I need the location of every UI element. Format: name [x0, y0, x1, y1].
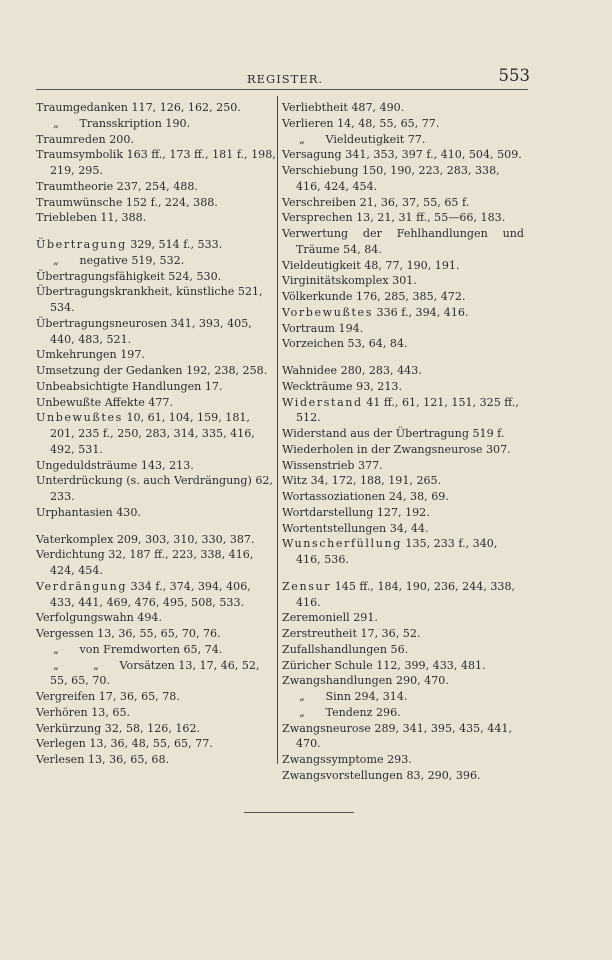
entry-heading: Verdichtung [36, 548, 105, 562]
entry-heading: Wiederholen in der Zwangsneurose [282, 442, 483, 456]
entry-references: 13, 36, 55, 65, 70, 76. [93, 627, 221, 640]
entry-references: 56. [387, 642, 409, 656]
entry-references: 329, 514 f., 533. [126, 238, 223, 251]
index-entry [282, 626, 524, 642]
entry-heading: Witz [282, 474, 308, 488]
entry-references: 14, 48, 55, 65, 77. [333, 116, 440, 130]
index-entry [282, 273, 524, 289]
index-entry [282, 442, 524, 458]
index-column-left [36, 100, 278, 768]
ditto-mark: „ [299, 690, 305, 703]
entry-references: 430. [112, 505, 141, 519]
entry-references: Träume 54, 84. [296, 242, 382, 256]
index-entry [282, 132, 524, 148]
index-entry [36, 626, 278, 642]
entry-references: 21, 36, 37, 55, 65 f. [356, 195, 470, 209]
index-entry [36, 658, 278, 690]
entry-heading: Verwertung der Fehlhandlungen und [282, 227, 524, 240]
entry-references: 293. [383, 753, 412, 766]
entry-heading: Traumsymbolik [36, 148, 124, 162]
entry-references: 176, 285, 385, 472. [352, 290, 466, 303]
column-divider [277, 96, 278, 764]
index-entry [36, 316, 278, 348]
entry-references: 17, 36, 65, 78. [95, 690, 180, 703]
index-entry [282, 536, 524, 568]
entry-heading: Unbewußtes [36, 411, 123, 425]
entry-subheading: Sinn 294, 314. [322, 690, 408, 703]
entry-heading: Traumreden [36, 132, 106, 146]
entry-heading: Umsetzung der Gedanken [36, 364, 183, 377]
index-entry [282, 195, 524, 211]
entry-heading: Wahnidee [282, 364, 338, 377]
index-entry [36, 116, 278, 132]
entry-heading: Verfolgungswahn [36, 611, 134, 625]
entry-heading: Vieldeutigkeit [282, 258, 361, 272]
entry-references: 32, 58, 126, 162. [101, 721, 201, 735]
entry-references: 192, 238, 258. [182, 364, 268, 377]
index-entry [282, 226, 524, 258]
entry-heading: Übertragungsfähigkeit [36, 269, 165, 283]
entry-heading: Völkerkunde [282, 290, 353, 303]
index-entry [282, 642, 524, 658]
entry-references: künstliche 521, 534. [50, 285, 263, 314]
entry-heading: Traumwünsche [36, 195, 123, 209]
entry-heading: Vortraum [282, 321, 336, 335]
entry-references: 494. [133, 611, 163, 625]
entry-heading: Virginitätskomplex [282, 274, 389, 288]
index-entry [282, 336, 524, 352]
entry-references: 17. [201, 379, 223, 393]
index-entry [36, 132, 278, 148]
index-entry [282, 289, 524, 305]
entry-subheading: negative 519, 532. [76, 253, 185, 267]
index-entry [282, 163, 524, 195]
entry-subheading: von Fremdworten 65, 74. [76, 642, 223, 656]
entry-heading: Verlegen [36, 737, 86, 751]
entry-references: 209, 303, 310, 330, 387. [113, 532, 255, 546]
entry-heading: Unbewußte Affekte [36, 395, 145, 409]
index-entry [282, 610, 524, 626]
index-entry [36, 284, 278, 316]
index-entry [282, 395, 524, 427]
entry-heading: Vorzeichen [282, 337, 345, 351]
entry-heading: Vaterkomplex [36, 532, 114, 546]
entry-references: 163 ff., 173 ff., 181 f., 198, 219, 295. [50, 148, 276, 177]
entry-heading: Ungeduldsträume [36, 458, 138, 472]
entry-references: 13, 36, 65, 68. [84, 753, 170, 766]
index-entry [36, 752, 278, 768]
entry-heading: Zensur [282, 579, 332, 593]
entry-heading: Verkürzung [36, 721, 102, 735]
entry-references: 112, 399, 433, 481. [372, 658, 486, 672]
index-entry [282, 363, 524, 379]
entry-heading: Zwangshandlungen [282, 674, 393, 688]
index-entry [36, 579, 278, 611]
entry-references: 280, 283, 443. [337, 364, 422, 377]
entry-references: 117, 126, 162, 250. [127, 101, 241, 114]
entry-subheading: Vieldeutigkeit 77. [322, 132, 426, 146]
entry-references: 487, 490. [347, 101, 405, 114]
entry-heading: Zufallshandlungen [282, 642, 388, 656]
index-entry [36, 547, 278, 579]
entry-heading: Wortentstellungen [282, 521, 387, 535]
entry-heading: Verhören [36, 705, 88, 719]
end-rule [244, 812, 354, 813]
entry-references: 477. [144, 395, 174, 409]
running-title: REGISTER. [246, 72, 324, 86]
entry-heading: Versagung [282, 148, 342, 162]
ditto-mark: „ [299, 132, 305, 146]
page-header [40, 66, 530, 90]
index-entry [282, 768, 524, 784]
entry-references: 334 f., 374, 394, 406, 433, 441, 469, 476, 495, 508, 533. [50, 579, 251, 609]
index-entry [36, 721, 278, 737]
entry-heading: Übertragungsneurosen [36, 316, 168, 330]
index-entry [282, 689, 524, 705]
index-entry [36, 458, 278, 474]
index-entry [282, 116, 524, 132]
entry-heading: Zwangssymptome [282, 753, 384, 766]
entry-heading: Wortassoziationen [282, 490, 386, 503]
entry-heading: Wissenstrieb [282, 458, 355, 472]
index-entry [36, 237, 278, 253]
entry-references: 289, 341, 395, 435, 441, 470. [296, 721, 512, 751]
ditto-mark: „ [53, 116, 59, 130]
entry-references: 13, 21, 31 ff., 55—66, 183. [352, 211, 506, 225]
entry-heading: Vorbewußtes [282, 305, 374, 319]
entry-heading: Zeremoniell [282, 611, 350, 625]
index-entry [36, 363, 278, 379]
index-entry [36, 100, 278, 116]
header-rule [36, 89, 528, 90]
ditto-mark: „ [53, 658, 59, 672]
entry-references: 83, 290, 396. [402, 768, 481, 782]
entry-references: (s. auch Verdrängung) 62, 233. [50, 474, 273, 503]
entry-references: 197. [116, 348, 145, 362]
index-entry [282, 147, 524, 163]
entry-heading: Wortdarstellung [282, 505, 374, 519]
entry-references: 13, 65. [87, 705, 131, 719]
entry-references: 127, 192. [373, 505, 430, 519]
index-column-right [282, 100, 524, 784]
index-entry [36, 269, 278, 285]
index-entry [282, 305, 524, 321]
entry-references: 194. [335, 321, 364, 335]
index-entry [36, 379, 278, 395]
entry-heading: Verdrängung [36, 579, 128, 593]
index-entry [282, 379, 524, 395]
entry-references: 145 ff., 184, 190, 236, 244, 338, 416. [296, 579, 516, 609]
index-entry [282, 489, 524, 505]
entry-references: 336 f., 394, 416. [373, 305, 469, 319]
index-entry [36, 347, 278, 363]
entry-references: 34, 172, 188, 191, 265. [307, 474, 442, 488]
index-entry [282, 458, 524, 474]
entry-references: 307. [482, 442, 511, 456]
entry-heading: Verlesen [36, 753, 85, 766]
ditto-mark: „ [299, 705, 305, 719]
index-entry [282, 673, 524, 689]
index-entry [36, 179, 278, 195]
index-entry [282, 752, 524, 768]
index-entry [282, 658, 524, 674]
entry-references: 24, 38, 69. [385, 490, 449, 503]
index-entry [282, 100, 524, 116]
index-entry [282, 705, 524, 721]
entry-heading: Triebleben [36, 211, 97, 225]
index-entry [36, 689, 278, 705]
entry-heading: Vergreifen [36, 690, 96, 703]
entry-references: 13, 36, 48, 55, 65, 77. [85, 737, 213, 751]
entry-references: 290, 470. [392, 674, 449, 688]
index-entry [36, 210, 278, 226]
entry-references: 32, 187 ff., 223, 338, 416, 424, 454. [50, 548, 254, 577]
index-entry [36, 705, 278, 721]
entry-subheading: Transskription 190. [76, 116, 191, 130]
entry-subheading: Vorsätzen 13, 17, 46, 52, 55, 65, 70. [50, 658, 260, 688]
entry-references: 11, 388. [96, 211, 147, 225]
entry-references: 93, 213. [352, 379, 403, 393]
index-entry [36, 642, 278, 658]
entry-references: 53, 64, 84. [344, 337, 408, 351]
entry-references: 17, 36, 52. [356, 627, 421, 640]
entry-references: 48, 77, 190, 191. [360, 258, 460, 272]
index-entry [282, 721, 524, 753]
index-entry [282, 473, 524, 489]
index-entry [282, 321, 524, 337]
ditto-mark: „ [53, 253, 59, 267]
index-entry [36, 195, 278, 211]
entry-heading: Zwangsvorstellungen [282, 768, 403, 782]
entry-references: 152 f., 224, 388. [122, 195, 218, 209]
ditto-mark: „ [53, 642, 59, 656]
index-entry [282, 426, 524, 442]
entry-heading: Zerstreutheit [282, 627, 357, 640]
entry-references: 34, 44. [386, 521, 429, 535]
entry-heading: Zwangsneurose [282, 721, 371, 735]
index-entry [36, 736, 278, 752]
entry-references: 301. [388, 274, 417, 288]
entry-references: 524, 530. [164, 269, 222, 283]
entry-heading: Urphantasien [36, 505, 113, 519]
entry-references: 200. [105, 132, 134, 146]
entry-heading: Vergessen [36, 627, 94, 640]
index-entry [36, 147, 278, 179]
entry-heading: Versprechen [282, 211, 353, 225]
entry-heading: Züricher Schule [282, 658, 373, 672]
entry-references: 143, 213. [137, 458, 194, 472]
index-entry [36, 395, 278, 411]
entry-heading: Verlieren [282, 116, 334, 130]
index-entry [282, 521, 524, 537]
entry-heading: Übertragungskrankheit, [36, 285, 173, 299]
entry-heading: Unbeabsichtigte Handlungen [36, 379, 202, 393]
entry-references: 377. [354, 458, 383, 472]
entry-heading: Widerstand aus der Übertragung [282, 427, 469, 440]
entry-heading: Wunscherfüllung [282, 537, 402, 551]
entry-heading: Übertragung [36, 238, 127, 251]
entry-heading: Unterdrückung [36, 474, 123, 488]
ditto-mark: „ [93, 658, 99, 672]
entry-references: 41 ff., 61, 121, 151, 325 ff., 512. [296, 395, 519, 425]
index-entry [36, 253, 278, 269]
entry-heading: Traumgedanken [36, 101, 128, 114]
index-entry [36, 610, 278, 626]
entry-heading: Widerstand [282, 395, 363, 409]
entry-heading: Traumtheorie [36, 179, 114, 193]
entry-heading: Umkehrungen [36, 348, 117, 362]
entry-references: 291. [349, 611, 378, 625]
index-entry [36, 505, 278, 521]
index-entry [36, 410, 278, 457]
entry-references: 341, 353, 397 f., 410, 504, 509. [341, 148, 522, 162]
index-entry [282, 505, 524, 521]
entry-references: 237, 254, 488. [113, 179, 198, 193]
page-number: 553 [498, 66, 530, 85]
entry-references: 341, 393, 405, 440, 483, 521. [50, 316, 252, 346]
entry-heading: Verschreiben [282, 195, 357, 209]
entry-references: 519 f. [468, 427, 505, 440]
entry-references: 150, 190, 223, 283, 338, 416, 424, 454. [296, 164, 500, 193]
entry-references: 10, 61, 104, 159, 181, 201, 235 f., 250, 283, 314, 335, 416, 492, 531. [50, 411, 255, 456]
index-entry [36, 532, 278, 548]
index-entry [282, 579, 524, 611]
index-entry [282, 258, 524, 274]
entry-heading: Weckträume [282, 379, 353, 393]
index-entry [282, 210, 524, 226]
entry-references: 135, 233 f., 340, 416, 536. [296, 537, 498, 566]
index-entry [36, 473, 278, 505]
entry-heading: Verschiebung [282, 164, 359, 177]
entry-subheading: Tendenz 296. [322, 705, 401, 719]
entry-heading: Verliebtheit [282, 101, 348, 114]
